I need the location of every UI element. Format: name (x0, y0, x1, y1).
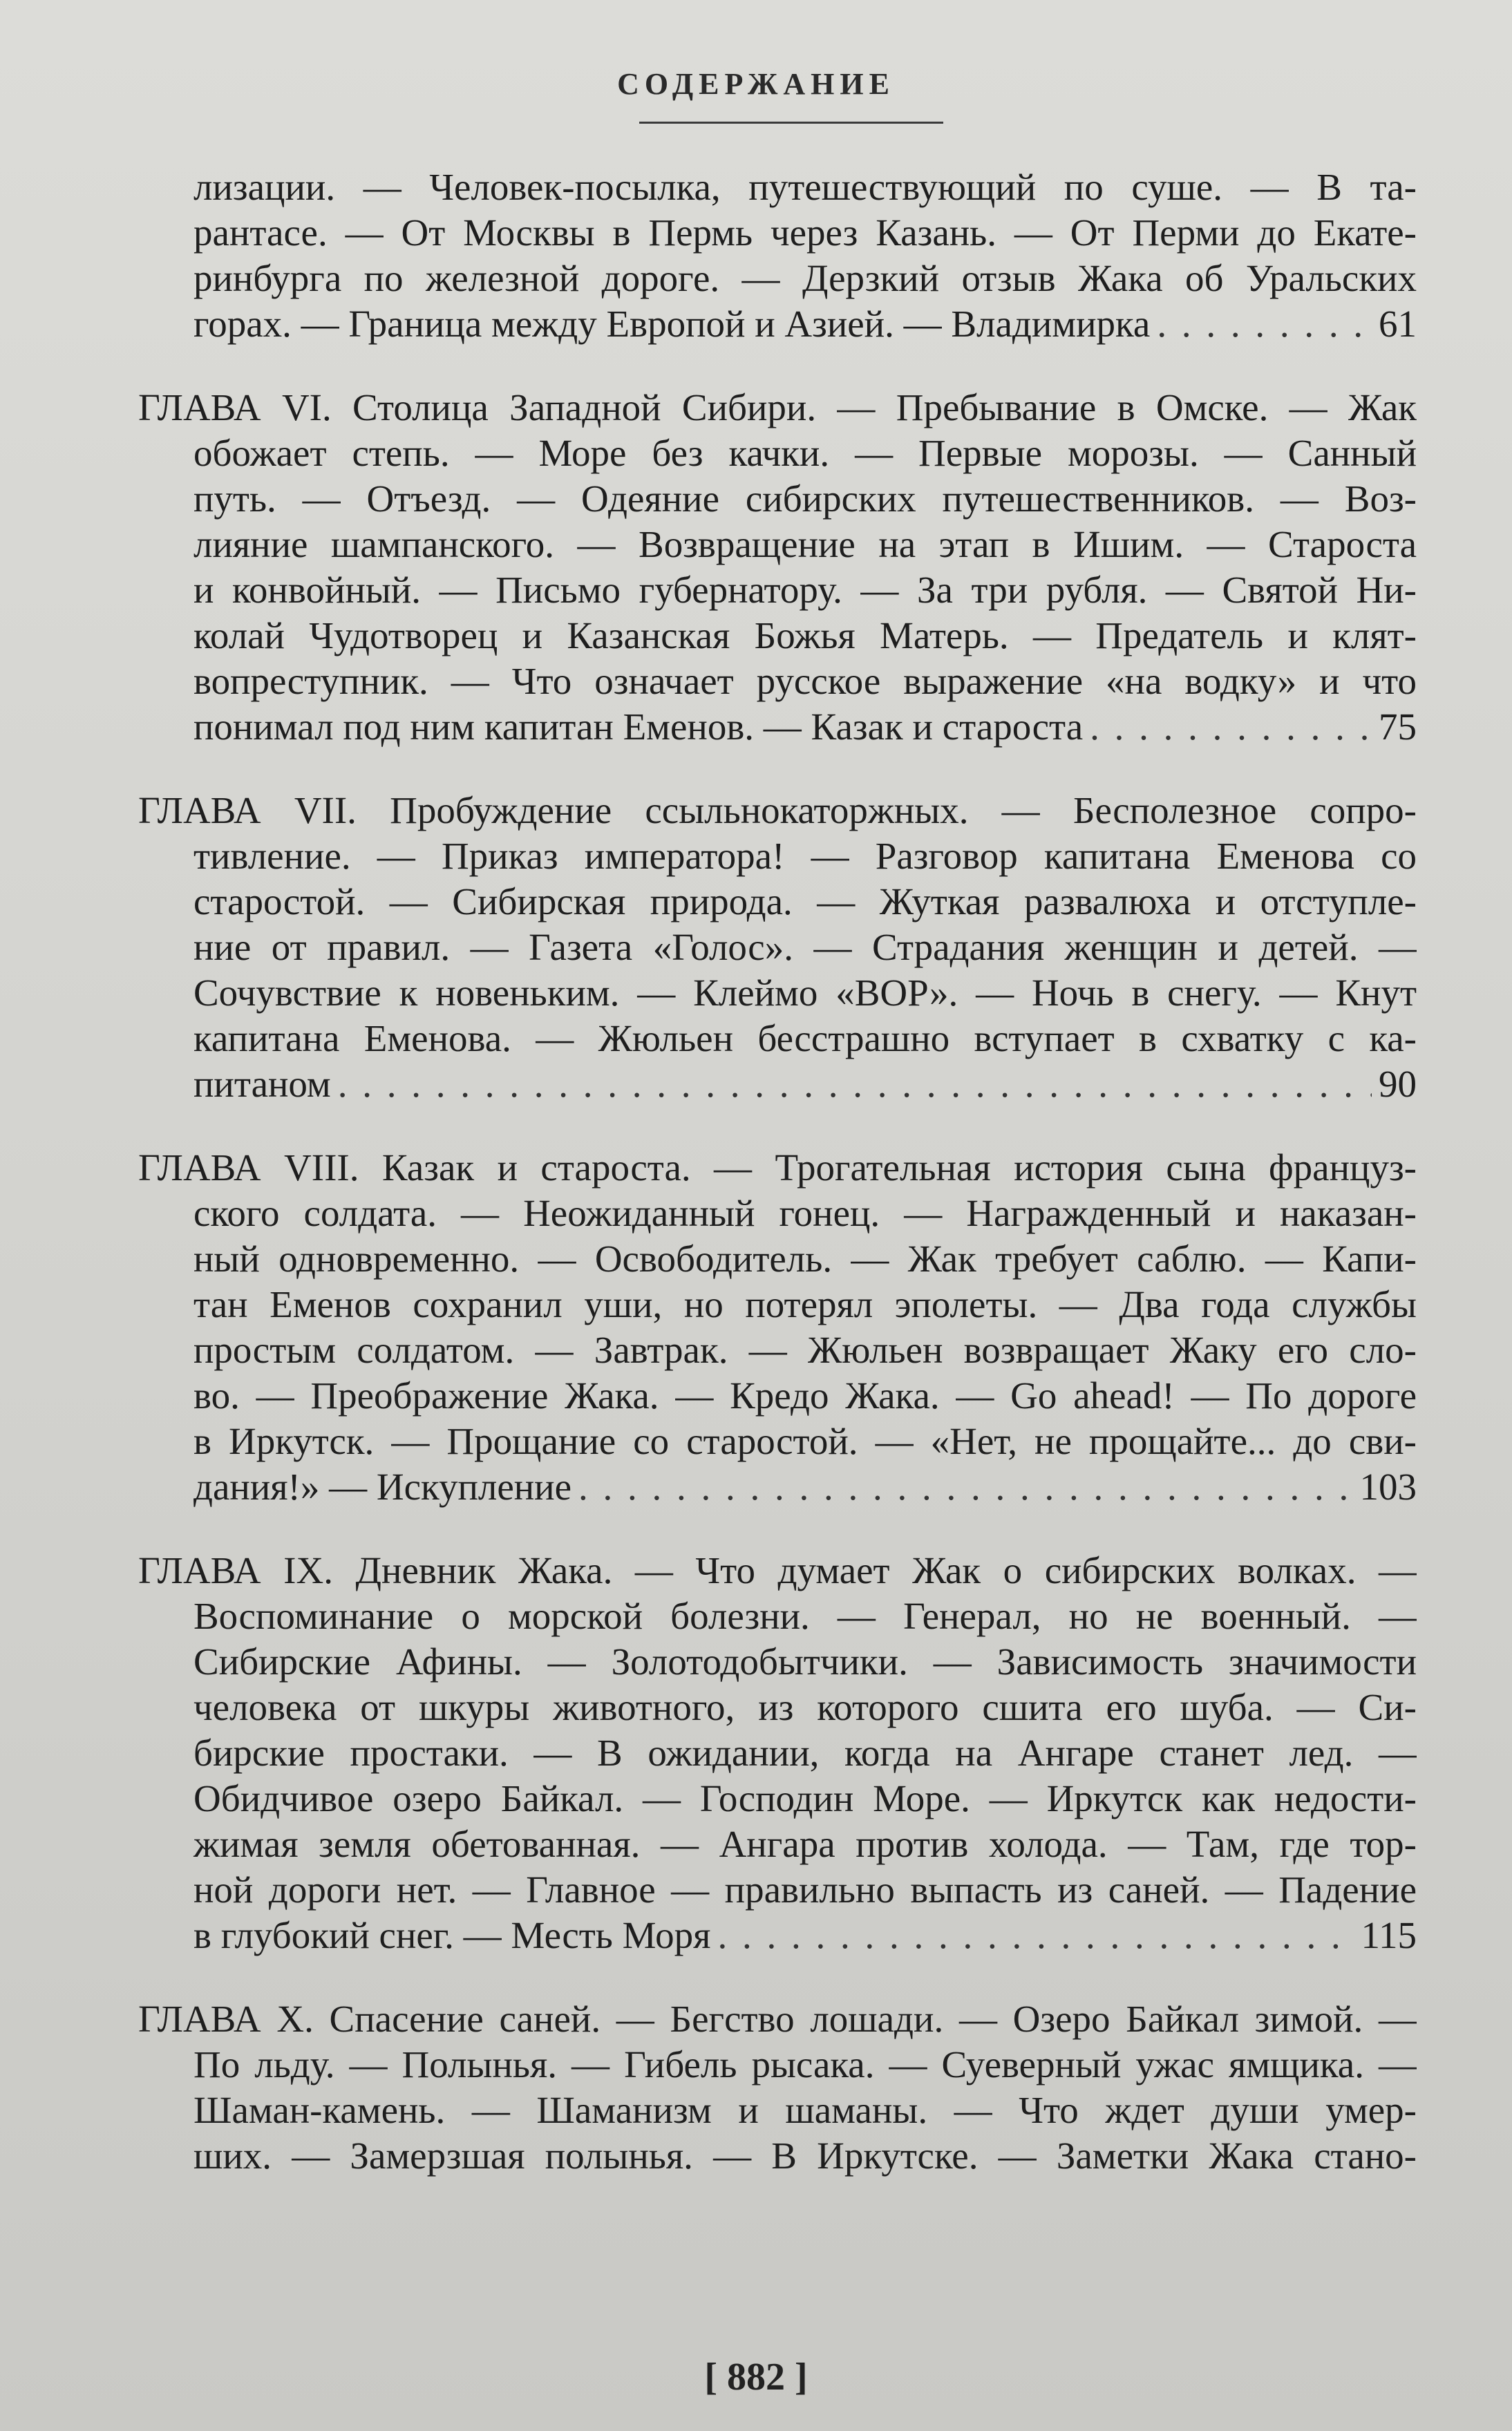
toc-last-line (124, 1464, 1417, 1510)
toc-line: капитана Еменова. — Жюльен бесстрашно вступает в схватку с ка- (193, 1017, 1417, 1059)
leader-dots (1157, 301, 1372, 347)
toc-line: ГЛАВА X. Спасение саней. — Бегство лошади. — Озеро Байкал зимой. — (138, 1998, 1417, 2040)
toc-last-line (124, 1061, 1417, 1107)
toc-line: рантасе. — От Москвы в Пермь через Казань. — От Перми до Екате- (193, 211, 1417, 254)
toc-line: Шаман-камень. — Шаманизм и шаманы. — Что ждет души умер- (193, 2089, 1417, 2131)
toc-page-number: 90 (1379, 1063, 1417, 1105)
toc-line: бирские простаки. — В ожидании, когда на Ангаре станет лед. — (193, 1732, 1417, 1774)
toc-entry-chapter-10 (124, 1996, 1417, 2179)
toc-line: Сибирские Афины. — Золотодобытчики. — Зависимость значимости (193, 1640, 1417, 1683)
toc-line: ГЛАВА VIII. Казак и староста. — Трогательная история сына француз- (138, 1146, 1417, 1189)
toc-page-number: 115 (1361, 1914, 1417, 1956)
toc-page-number: 61 (1379, 303, 1417, 345)
toc-line: горах. — Граница между Европой и Азией. — Владимирка (193, 303, 1151, 345)
toc-line: питаном (193, 1063, 331, 1105)
toc-line: путь. — Отъезд. — Одеяние сибирских путешественников. — Воз- (193, 477, 1417, 520)
toc-line: тивление. — Приказ императора! — Разговор капитана Еменова со (193, 835, 1417, 877)
table-of-contents (124, 164, 1417, 2217)
toc-line: в Иркутск. — Прощание со старостой. — «Нет, не прощайте... до сви- (193, 1420, 1417, 1462)
toc-line: обожает степь. — Море без качки. — Первые морозы. — Санный (193, 432, 1417, 474)
toc-line: ГЛАВА IX. Дневник Жака. — Что думает Жак о сибирских волках. — (138, 1549, 1417, 1591)
toc-last-line (124, 301, 1417, 347)
toc-line: простым солдатом. — Завтрак. — Жюльен возвращает Жаку его сло- (193, 1329, 1417, 1371)
toc-entry-chapter-9 (124, 1548, 1417, 1958)
toc-line: дания!» — Искупление (193, 1466, 572, 1508)
toc-entry-chapter-6 (124, 385, 1417, 750)
toc-line: в глубокий снег. — Месть Моря (193, 1914, 711, 1956)
toc-line: ГЛАВА VII. Пробуждение ссыльнокаторжных. — Бесполезное сопро- (138, 789, 1417, 831)
toc-line: ринбурга по железной дороге. — Дерзкий отзыв Жака об Уральских (193, 257, 1417, 299)
toc-line: колай Чудотворец и Казанская Божья Матерь. — Предатель и клят- (193, 614, 1417, 656)
toc-line: лияние шампанского. — Возвращение на этап в Ишим. — Староста (193, 523, 1417, 565)
toc-line: ние от правил. — Газета «Голос». — Страдания женщин и детей. — (193, 926, 1417, 968)
toc-line: во. — Преображение Жака. — Кредо Жака. — Go ahead! — По дороге (193, 1374, 1417, 1417)
toc-line: Сочувствие к новеньким. — Клеймо «ВОР». — Ночь в снегу. — Кнут (193, 972, 1417, 1014)
toc-page-number: 75 (1379, 706, 1417, 748)
toc-line: старостой. — Сибирская природа. — Жуткая развалюха и отступле- (193, 880, 1417, 923)
leader-dots (338, 1061, 1372, 1107)
toc-line: ших. — Замерзшая полынья. — В Иркутске. — Заметки Жака стано- (193, 2135, 1417, 2177)
toc-line: ный одновременно. — Освободитель. — Жак требует саблю. — Капи- (193, 1238, 1417, 1280)
toc-last-line (124, 704, 1417, 750)
toc-entry-chapter-8 (124, 1145, 1417, 1510)
toc-line: ной дороги нет. — Главное — правильно выпасть из саней. — Падение (193, 1869, 1417, 1911)
toc-line: вопреступник. — Что означает русское выражение «на водку» и что (193, 660, 1417, 702)
running-head: СОДЕРЖАНИЕ (617, 67, 895, 101)
toc-page-number: 103 (1359, 1466, 1417, 1508)
leader-dots (1090, 704, 1372, 750)
toc-line: человека от шкуры животного, из которого сшита его шуба. — Си- (193, 1686, 1417, 1728)
toc-line: Воспоминание о морской болезни. — Генерал, но не военный. — (193, 1595, 1417, 1637)
toc-line: тан Еменов сохранил уши, но потерял эполеты. — Два года службы (193, 1283, 1417, 1325)
toc-entry-chapter-7 (124, 788, 1417, 1107)
toc-last-line (124, 1913, 1417, 1958)
header-rule (639, 122, 943, 124)
toc-line: ского солдата. — Неожиданный гонец. — Награжденный и наказан- (193, 1192, 1417, 1234)
toc-line: ГЛАВА VI. Столица Западной Сибири. — Пребывание в Омске. — Жак (138, 386, 1417, 428)
toc-entry (124, 164, 1417, 347)
toc-line: и конвойный. — Письмо губернатору. — За три рубля. — Святой Ни- (193, 569, 1417, 611)
toc-line: По льду. — Полынья. — Гибель рысака. — Суеверный ужас ямщика. — (193, 2043, 1417, 2085)
page-number: [ 882 ] (704, 2356, 808, 2399)
toc-line: Обидчивое озеро Байкал. — Господин Море. — Иркутск как недости- (193, 1777, 1417, 1819)
leader-dots (578, 1464, 1352, 1510)
leader-dots (717, 1913, 1354, 1958)
toc-line: лизации. — Человек-посылка, путешествующий по суше. — В та- (193, 166, 1417, 208)
toc-line: понимал под ним капитан Еменов. — Казак и староста (193, 706, 1084, 748)
toc-line: жимая земля обетованная. — Ангара против холода. — Там, где тор- (193, 1823, 1417, 1865)
